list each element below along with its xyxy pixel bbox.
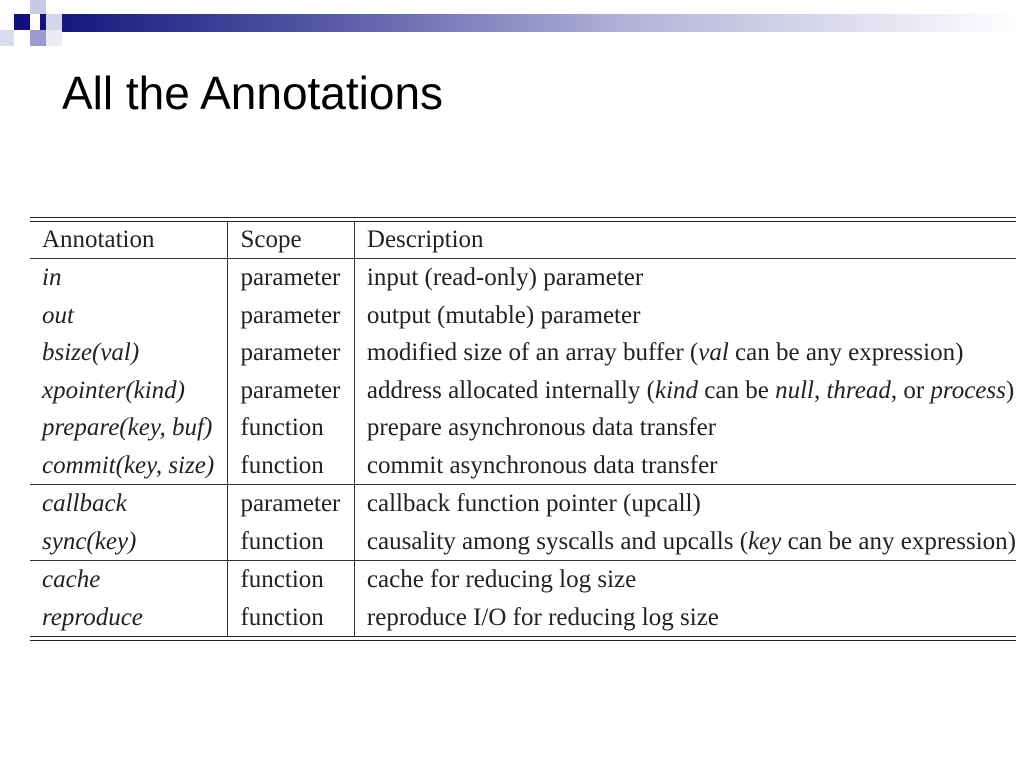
annotation-cell: commit(key, size) [30,447,228,485]
annotation-cell: prepare(key, buf) [30,409,228,447]
table-row [30,523,1016,561]
description-text: input (read-only) parameter [366,264,644,291]
scope-cell: parameter [228,259,354,297]
table-row [30,447,1016,485]
annotation-cell: callback [30,485,228,523]
description-cell [354,447,1016,485]
table-row [30,599,1016,637]
description-text: cache for reducing log size [366,566,637,593]
table-row [30,372,1016,410]
decor-square [30,30,46,46]
description-cell [354,523,1016,561]
annotations-table-container [30,217,1016,641]
annotation-cell: cache [30,561,228,599]
table-row [30,259,1016,297]
decor-square [46,30,62,46]
decor-square [0,30,14,46]
description-cell [354,259,1016,297]
description-text: address allocated internally ( [366,376,655,404]
description-cell [354,372,1016,410]
description-italic-term: val [698,339,729,366]
annotation-cell: out [30,297,228,335]
description-text: output (mutable) parameter [366,301,641,329]
description-text: callback function pointer (upcall) [366,490,701,517]
description-cell [354,334,1016,372]
annotation-cell: sync(key) [30,523,228,561]
annotation-cell: in [30,259,228,297]
description-italic-term: thread [826,376,891,404]
description-italic-term: null [775,376,814,404]
column-header-scope: Scope [228,222,354,259]
table-row [30,334,1016,372]
description-italic-term: process [930,376,1006,404]
description-cell [354,485,1016,523]
description-text: , [813,376,827,404]
decor-square [14,14,30,30]
decor-square [46,14,62,30]
scope-cell: function [228,447,354,485]
scope-cell: parameter [228,372,354,410]
slide-title: All the Annotations [62,67,444,119]
description-text: causality among syscalls and upcalls ( [366,527,749,555]
table-row [30,485,1016,523]
scope-cell: function [228,561,354,599]
column-header-annotation: Annotation [30,222,228,259]
description-text: prepare asynchronous data transfer [366,414,717,441]
description-text: can be any expression) [781,527,1016,555]
description-italic-term: kind [654,376,699,404]
column-header-description: Description [354,222,1016,259]
description-cell [354,561,1016,599]
table-row [30,409,1016,447]
table-row [30,561,1016,599]
table-bottom-rule [30,636,1016,641]
description-italic-term: key [748,527,782,555]
description-text: , or [890,376,931,404]
table-row [30,297,1016,335]
description-text: reproduce I/O for reducing log size [366,603,719,631]
table-header-row [30,222,1016,259]
scope-cell: function [228,523,354,561]
annotation-cell: bsize(val) [30,334,228,372]
description-text: ) [1005,376,1015,404]
description-text: can be [698,376,776,404]
annotation-cell: reproduce [30,599,228,637]
decor-square [30,0,46,14]
scope-cell: parameter [228,334,354,372]
scope-cell: parameter [228,485,354,523]
scope-cell: function [228,409,354,447]
annotation-cell: xpointer(kind) [30,372,228,410]
description-cell [354,409,1016,447]
description-text: modified size of an array buffer ( [366,339,699,366]
description-cell [354,297,1016,335]
scope-cell: function [228,599,354,637]
description-text: commit asynchronous data transfer [366,451,718,479]
slide-header-decoration [0,0,1024,50]
description-text: can be any expression) [728,339,964,366]
annotations-table [30,222,1016,636]
description-cell [354,599,1016,637]
table-body [30,259,1016,637]
header-gradient-bar [40,14,1024,32]
scope-cell: parameter [228,297,354,335]
